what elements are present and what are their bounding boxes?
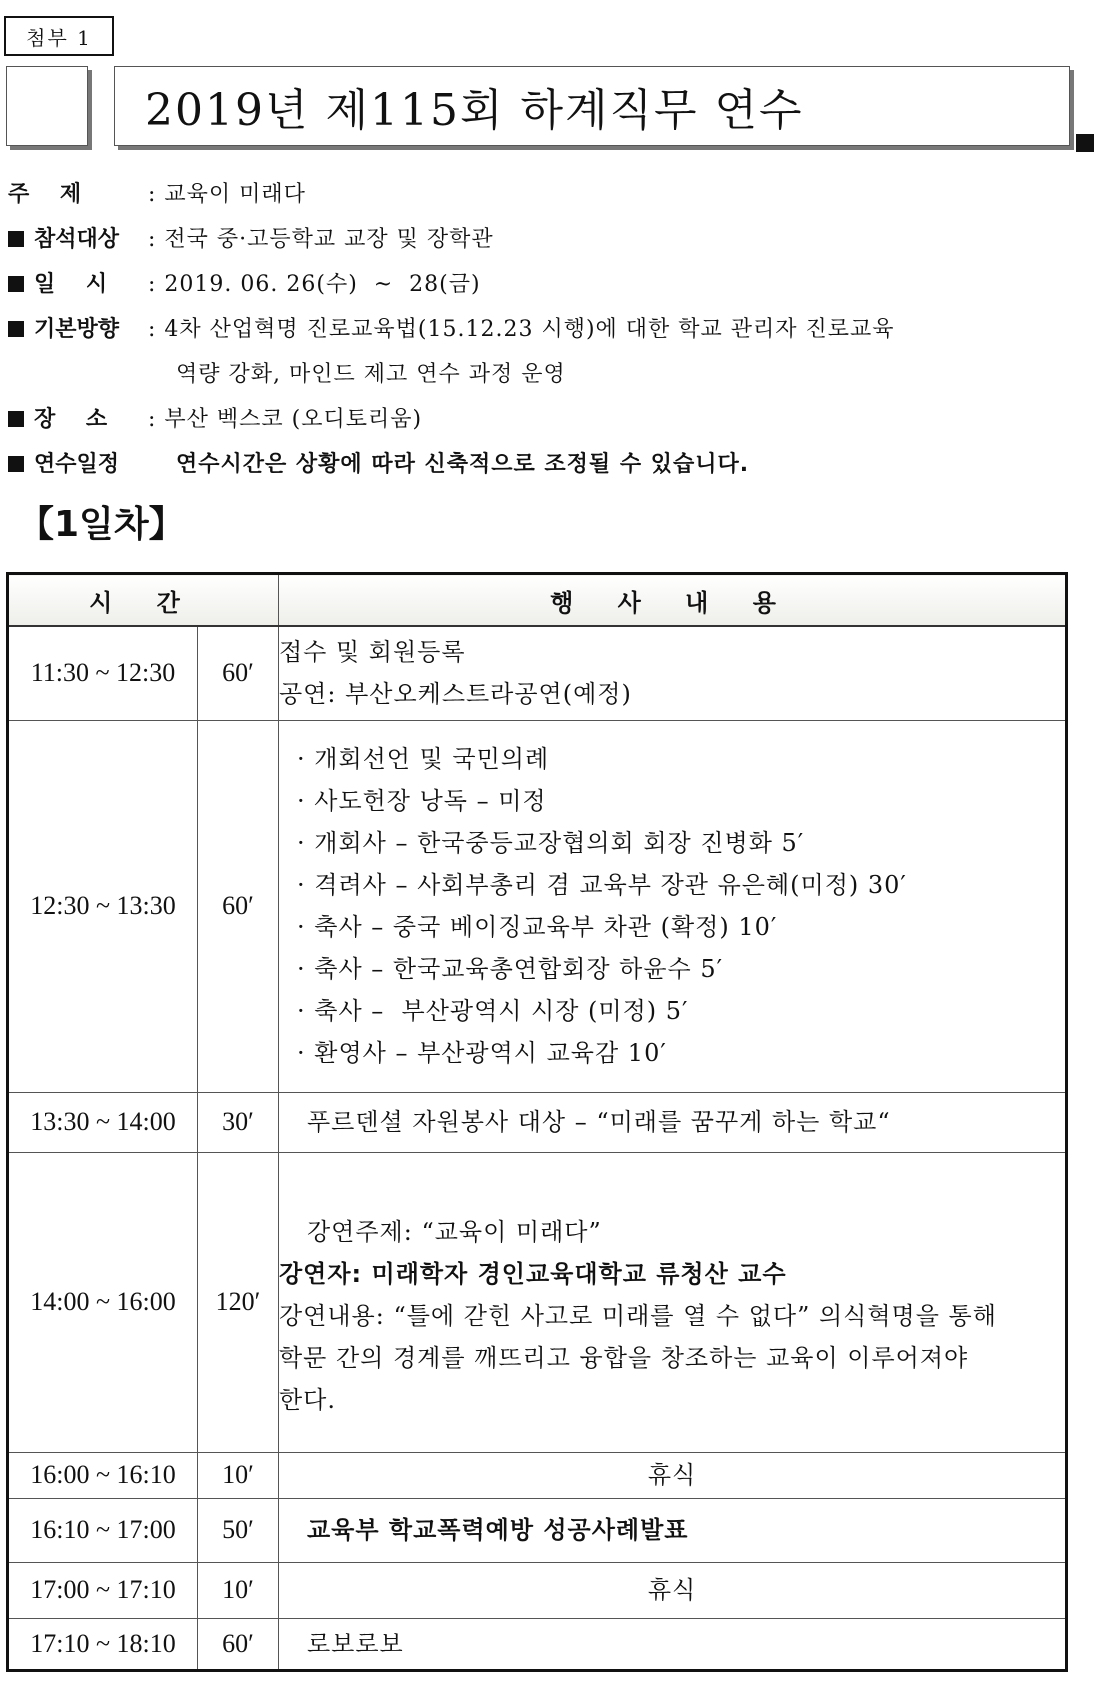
content-cell bbox=[279, 720, 1067, 1092]
content-cell bbox=[279, 1152, 1067, 1452]
info-row-date bbox=[0, 260, 1100, 305]
bullet-square-icon bbox=[8, 321, 24, 337]
table-row bbox=[8, 626, 1067, 720]
content-cell bbox=[279, 1452, 1067, 1498]
content-line: 강연내용: “틀에 갇힌 사고로 미래를 열 수 없다” 의식혁명을 통해 bbox=[279, 1302, 997, 1330]
duration-cell: 10′ bbox=[198, 1452, 279, 1498]
duration-cell: 60′ bbox=[198, 1618, 279, 1670]
content-line: · 사도헌장 낭독 – 미정 bbox=[297, 787, 547, 815]
table-row bbox=[8, 1618, 1067, 1670]
target-label-wrap bbox=[8, 222, 119, 253]
content-line: · 환영사 – 부산광역시 교육감 10′ bbox=[297, 1039, 667, 1067]
time-cell: 12:30 ~ 13:30 bbox=[8, 720, 198, 1092]
content-cell bbox=[279, 626, 1067, 720]
header-time: 시 간 bbox=[8, 574, 279, 627]
content-cell bbox=[279, 1562, 1067, 1618]
header-content: 행 사 내 용 bbox=[279, 574, 1067, 627]
time-cell: 17:00 ~ 17:10 bbox=[8, 1562, 198, 1618]
page-title: 2019년 제115회 하계직무 연수 bbox=[114, 66, 1070, 146]
info-row-schedule bbox=[0, 440, 1100, 485]
content-line: 휴식 bbox=[647, 1461, 697, 1489]
date-value: : 2019. 06. 26(수) ~ 28(금) bbox=[148, 272, 481, 297]
content-cell bbox=[279, 1092, 1067, 1152]
content-line: · 축사 – 부산광역시 시장 (미정) 5′ bbox=[297, 997, 689, 1025]
direction-label-wrap bbox=[8, 312, 119, 343]
content-line: 공연: 부산오케스트라공연(예정) bbox=[279, 680, 632, 709]
attachment-label: 첨부 1 bbox=[4, 16, 114, 56]
content-line: 강연자: 미래학자 경인교육대학교 류청산 교수 bbox=[279, 1260, 787, 1288]
table-header-row bbox=[8, 574, 1067, 627]
content-line: 휴식 bbox=[647, 1576, 697, 1604]
title-decor-box bbox=[6, 66, 88, 146]
date-label: 일 시 bbox=[34, 272, 108, 297]
place-label-wrap bbox=[8, 402, 107, 433]
content-line: 푸르덴셜 자원봉사 대상 – “미래를 꿈꾸게 하는 학교“ bbox=[307, 1108, 891, 1136]
schedule-label-wrap bbox=[8, 447, 119, 478]
bullet-square-icon bbox=[8, 276, 24, 292]
content-line: 학문 간의 경계를 깨뜨리고 융합을 창조하는 교육이 이루어져야 bbox=[279, 1344, 969, 1372]
title-corner-mark bbox=[1076, 134, 1094, 152]
place-label: 장 소 bbox=[34, 407, 108, 432]
content-line: 접수 및 회원등록 bbox=[279, 638, 466, 667]
table-body bbox=[8, 626, 1067, 1670]
content-line: · 축사 – 한국교육총연합회장 하윤수 5′ bbox=[297, 955, 724, 983]
schedule-note: 연수시간은 상황에 따라 신축적으로 조정될 수 있습니다. bbox=[176, 452, 750, 477]
time-cell: 11:30 ~ 12:30 bbox=[8, 626, 198, 720]
table-row bbox=[8, 1498, 1067, 1562]
table-row bbox=[8, 720, 1067, 1092]
content-line: · 격려사 – 사회부총리 겸 교육부 장관 유은혜(미정) 30′ bbox=[297, 871, 907, 899]
place-value: : 부산 벡스코 (오디토리움) bbox=[148, 407, 423, 432]
theme-label: 주 제 bbox=[8, 182, 82, 207]
info-row-direction-cont bbox=[0, 350, 1100, 395]
content-cell bbox=[279, 1498, 1067, 1562]
direction-value: : 4차 산업혁명 진로교육법(15.12.23 시행)에 대한 학교 관리자 진로교육 bbox=[148, 317, 895, 342]
duration-cell: 50′ bbox=[198, 1498, 279, 1562]
time-cell: 13:30 ~ 14:00 bbox=[8, 1092, 198, 1152]
bullet-square-icon bbox=[8, 411, 24, 427]
time-cell: 17:10 ~ 18:10 bbox=[8, 1618, 198, 1670]
info-row-place bbox=[0, 395, 1100, 440]
schedule-label: 연수일정 bbox=[34, 452, 120, 477]
table-row bbox=[8, 1562, 1067, 1618]
direction-label: 기본방향 bbox=[34, 317, 120, 342]
content-line: 강연주제: “교육이 미래다” bbox=[307, 1218, 602, 1246]
duration-cell: 10′ bbox=[198, 1562, 279, 1618]
time-cell: 16:00 ~ 16:10 bbox=[8, 1452, 198, 1498]
content-line: 교육부 학교폭력예방 성공사례발표 bbox=[307, 1516, 689, 1544]
info-row-target bbox=[0, 215, 1100, 260]
duration-cell: 30′ bbox=[198, 1092, 279, 1152]
content-line: · 개회선언 및 국민의례 bbox=[297, 745, 550, 773]
duration-cell: 60′ bbox=[198, 626, 279, 720]
time-cell: 16:10 ~ 17:00 bbox=[8, 1498, 198, 1562]
target-value: : 전국 중·고등학교 교장 및 장학관 bbox=[148, 227, 494, 252]
content-line: 한다. bbox=[279, 1386, 336, 1414]
duration-cell: 60′ bbox=[198, 720, 279, 1092]
theme-value: : 교육이 미래다 bbox=[148, 182, 306, 207]
content-line: · 축사 – 중국 베이징교육부 차관 (확정) 10′ bbox=[297, 913, 778, 941]
table-row bbox=[8, 1452, 1067, 1498]
day-heading: 【1일차】 bbox=[18, 504, 185, 545]
info-row-direction bbox=[0, 305, 1100, 350]
time-cell: 14:00 ~ 16:00 bbox=[8, 1152, 198, 1452]
info-row-theme bbox=[0, 170, 1100, 215]
target-label: 참석대상 bbox=[34, 227, 120, 252]
duration-cell: 120′ bbox=[198, 1152, 279, 1452]
table-row bbox=[8, 1152, 1067, 1452]
info-section bbox=[0, 170, 1100, 485]
content-line: 로보로보 bbox=[307, 1629, 404, 1658]
direction-value-cont: 역량 강화, 마인드 제고 연수 과정 운영 bbox=[176, 362, 566, 387]
content-line: · 개회사 – 한국중등교장협의회 회장 진병화 5′ bbox=[297, 829, 805, 857]
table-row bbox=[8, 1092, 1067, 1152]
date-label-wrap bbox=[8, 267, 107, 298]
content-cell bbox=[279, 1618, 1067, 1670]
bullet-square-icon bbox=[8, 231, 24, 247]
schedule-table bbox=[6, 572, 1068, 1672]
bullet-square-icon bbox=[8, 456, 24, 472]
